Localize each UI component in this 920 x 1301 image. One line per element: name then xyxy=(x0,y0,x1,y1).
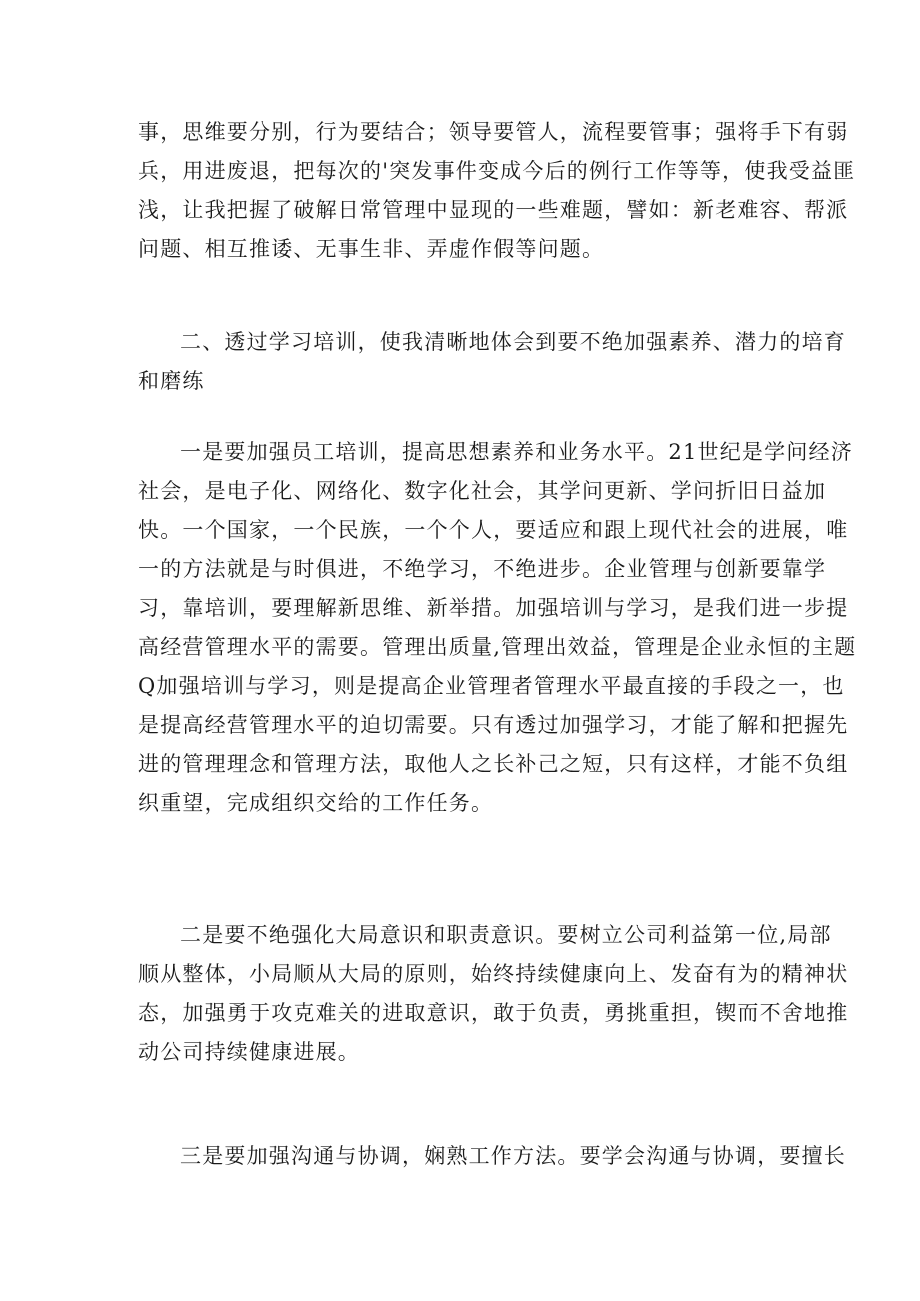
paragraph-continuation xyxy=(138,113,856,269)
text-line: 浅，让我把握了破解日常管理中显现的一些难题，譬如：新老难容、帮派 xyxy=(138,198,849,222)
text-line: 兵，用进废退，把每次的'突发事件变成今后的例行工作等等，使我受益匪 xyxy=(138,159,856,183)
text-line: 问题、相互推诿、无事生非、弄虚作假等问题。 xyxy=(138,237,605,261)
text-line: 一的方法就是与时俱进，不绝学习，不绝进步。企业管理与创新要靠学 xyxy=(138,557,827,581)
text-line: 社会，是电子化、网络化、数字化社会，其学问更新、学问折旧日益加 xyxy=(138,479,827,503)
paragraph-staff-training xyxy=(138,433,857,823)
text-line: 态，加强勇于攻克难关的进取意识，敢于负责，勇挑重担，锲而不舍地推 xyxy=(138,1001,849,1025)
paragraph-overall-awareness xyxy=(138,916,849,1072)
text-line: 是提高经营管理水平的迫切需要。只有透过加强学习，才能了解和把握先 xyxy=(138,713,849,737)
text-line: 二、透过学习培训，使我清晰地体会到要不绝加强素养、潜力的培育 xyxy=(180,330,846,354)
text-line: 织重望，完成组织交给的工作任务。 xyxy=(138,791,494,815)
text-line: 进的管理理念和管理方法，取他人之长补己之短，只有这样，才能不负组 xyxy=(138,752,849,776)
text-line: 高经营管理水平的需要。管理出质量,管理出效益，管理是企业永恒的主题 xyxy=(138,635,857,659)
paragraph-communication xyxy=(138,1137,846,1176)
text-line: 动公司持续健康进展。 xyxy=(138,1040,360,1064)
text-line: 习，靠培训，要理解新思维、新举措。加强培训与学习，是我们进一步提 xyxy=(138,596,849,620)
text-line: 事，思维要分别，行为要结合；领导要管人，流程要管事；强将手下有弱 xyxy=(138,120,849,144)
text-line: 三是要加强沟通与协调，娴熟工作方法。要学会沟通与协调，要擅长 xyxy=(180,1144,846,1168)
text-line: 一是要加强员工培训，提高思想素养和业务水平。21世纪是学问经济 xyxy=(180,440,853,464)
text-line: 快。一个国家，一个民族，一个个人，要适应和跟上现代社会的进展，唯 xyxy=(138,518,849,542)
text-line: 和磨练 xyxy=(138,369,205,393)
text-line: Q加强培训与学习，则是提高企业管理者管理水平最直接的手段之一，也 xyxy=(138,674,845,698)
text-line: 顺从整体，小局顺从大局的原则，始终持续健康向上、发奋有为的精神状 xyxy=(138,962,849,986)
text-line: 二是要不绝强化大局意识和职责意识。要树立公司利益第一位,局部 xyxy=(180,923,832,947)
section-heading-2 xyxy=(138,323,846,401)
